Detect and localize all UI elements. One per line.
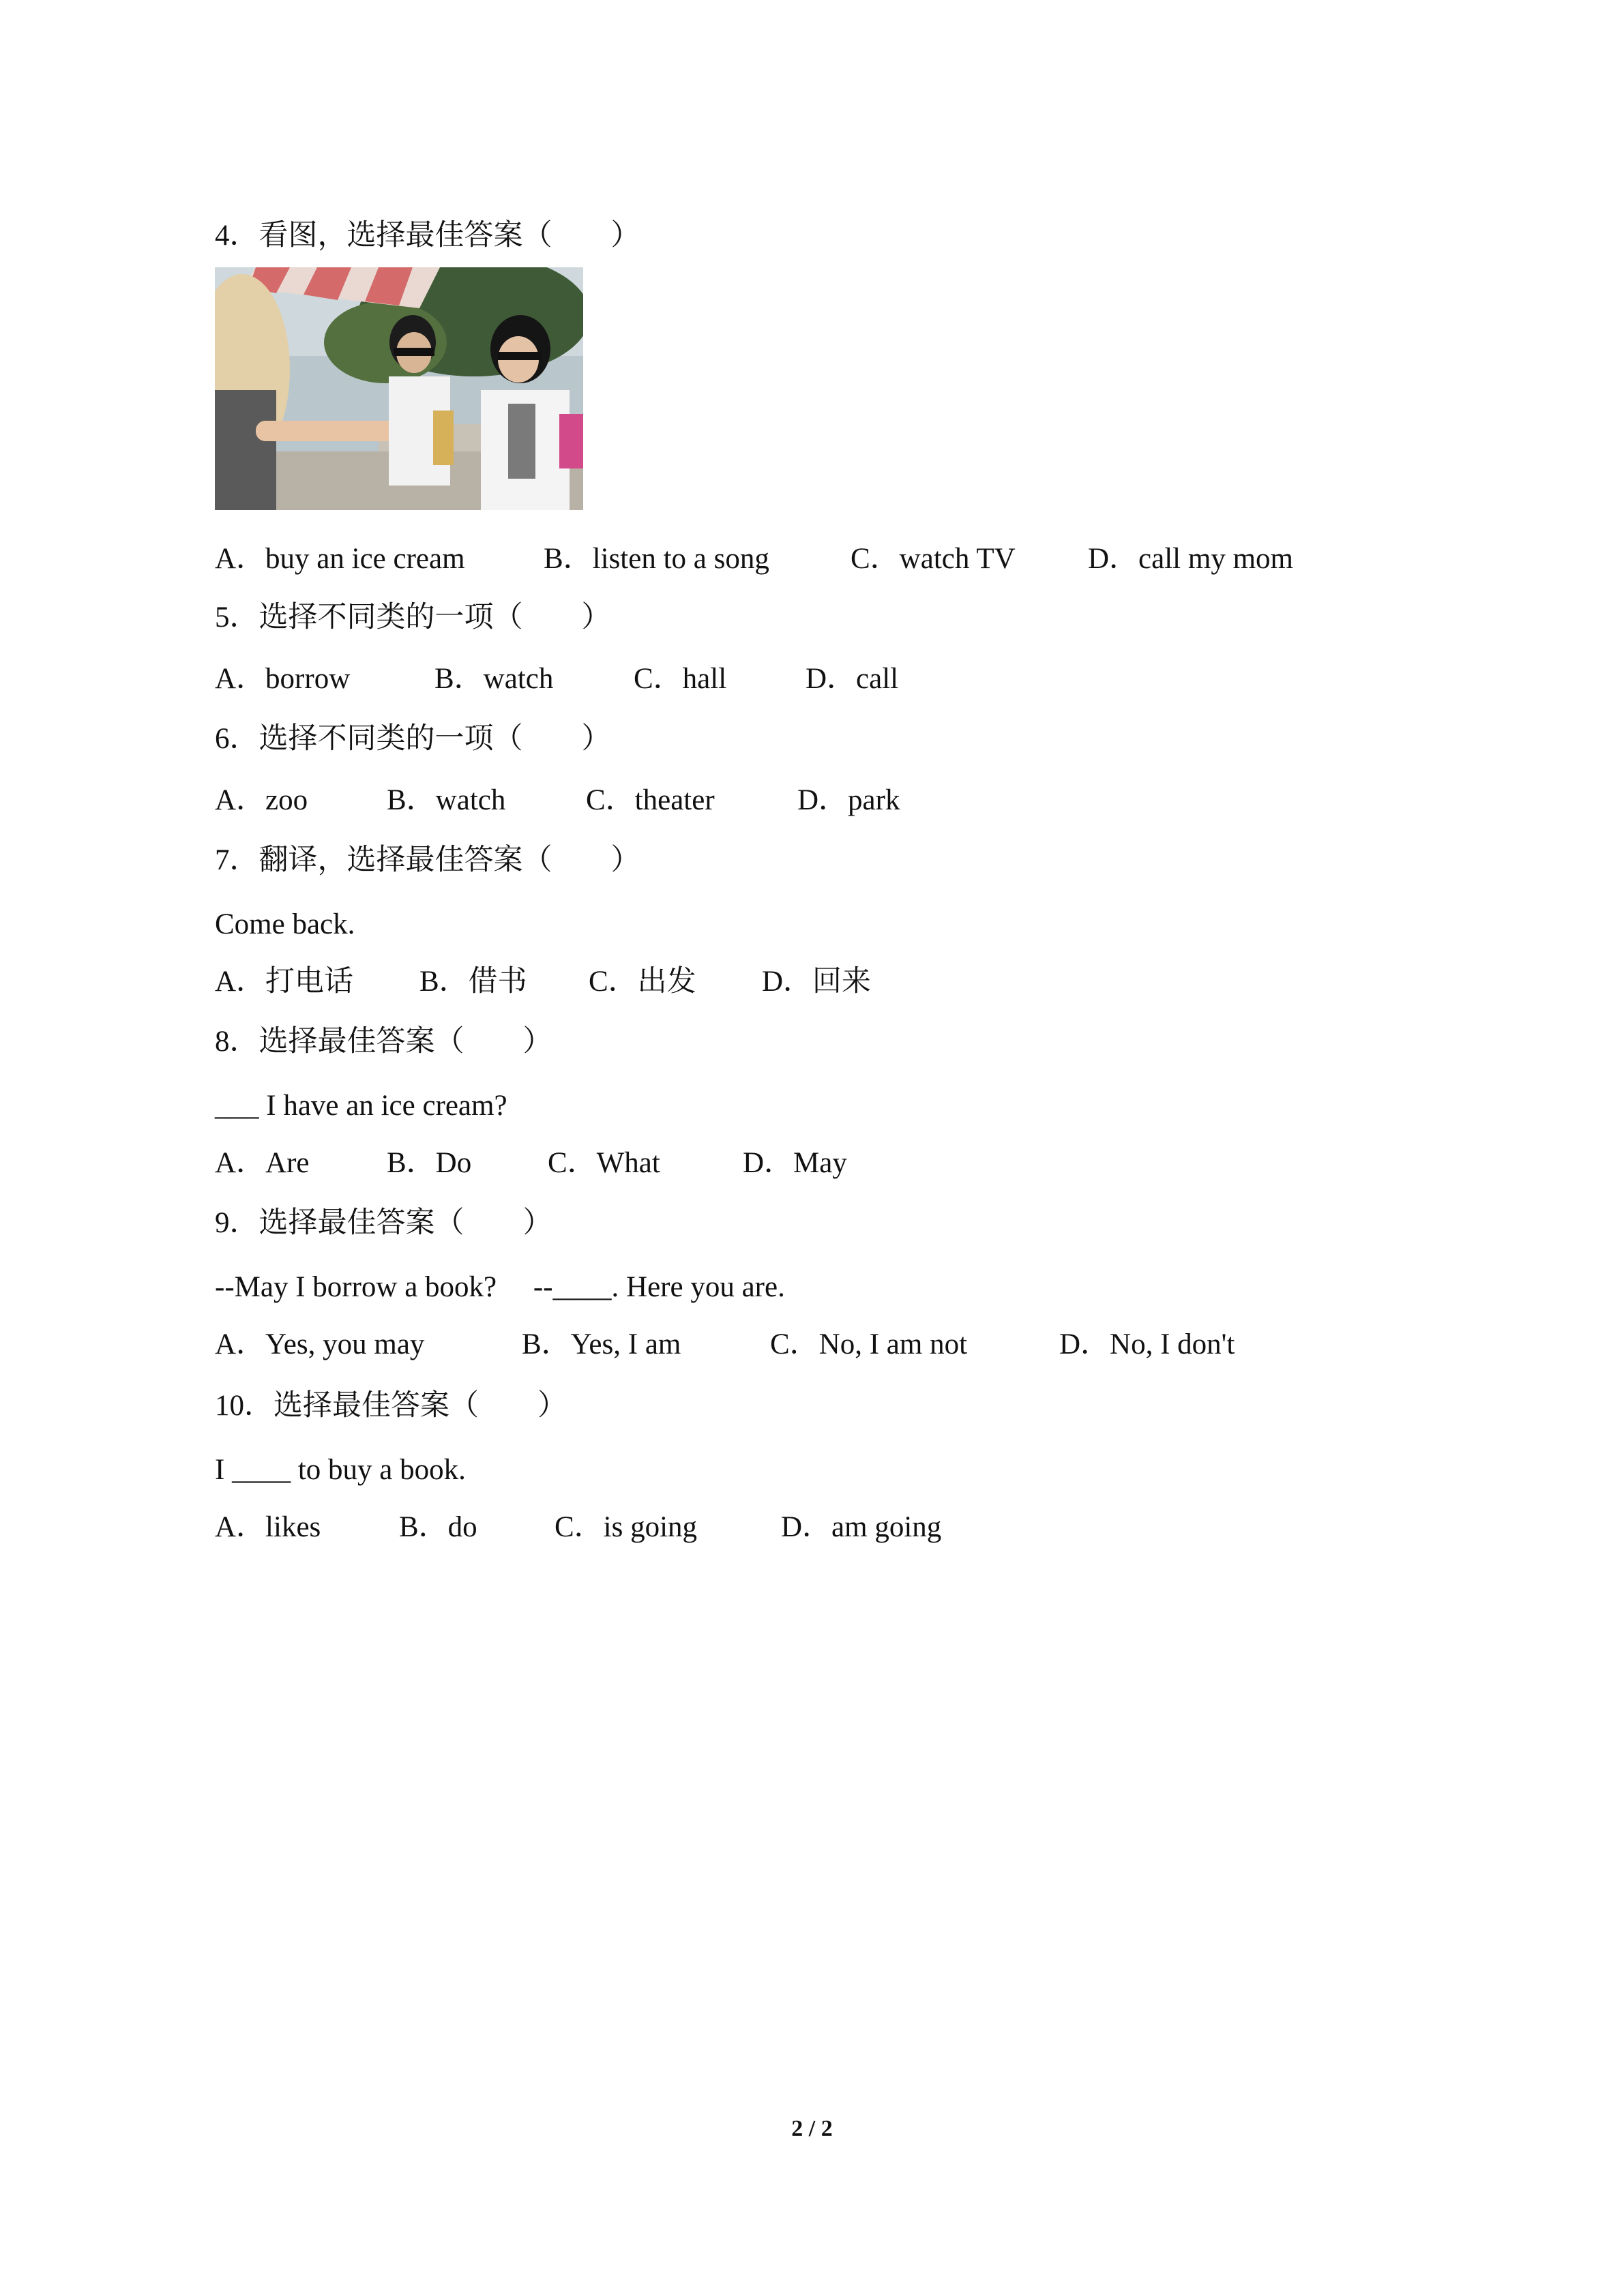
question-6-prompt: 6．选择不同类的一项（ ）	[215, 723, 611, 755]
option-d[interactable]: D．call my mom	[1088, 543, 1293, 575]
option-c[interactable]: C．hall	[634, 663, 727, 695]
question-4-prompt: 4．看图，选择最佳答案（ ）	[215, 220, 640, 252]
option-d[interactable]: D．回来	[762, 966, 872, 998]
option-d[interactable]: D．May	[743, 1147, 847, 1179]
option-a[interactable]: A．Are	[215, 1147, 310, 1179]
option-b[interactable]: B．Yes, I am	[522, 1328, 681, 1360]
question-7-stem: Come back.	[215, 908, 355, 940]
question-8-stem: ___ I have an ice cream?	[215, 1090, 507, 1122]
question-9-stem: --May I borrow a book? --____. Here you are.	[215, 1271, 785, 1303]
option-b[interactable]: B．watch	[387, 784, 506, 816]
question-4-photo	[215, 267, 583, 510]
option-d[interactable]: D．call	[806, 663, 899, 695]
option-a[interactable]: A．borrow	[215, 663, 351, 695]
option-d[interactable]: D．am going	[781, 1511, 942, 1543]
option-a[interactable]: A．zoo	[215, 784, 308, 816]
option-d[interactable]: D．park	[797, 784, 900, 816]
option-d[interactable]: D．No, I don't	[1059, 1328, 1235, 1360]
option-c[interactable]: C．theater	[586, 784, 715, 816]
question-8-prompt: 8．选择最佳答案（ ）	[215, 1026, 552, 1058]
option-b[interactable]: B．do	[399, 1511, 477, 1543]
page-number: 2 / 2	[791, 2116, 833, 2141]
option-a[interactable]: A．likes	[215, 1511, 321, 1543]
question-10-stem: I ____ to buy a book.	[215, 1454, 466, 1486]
option-c[interactable]: C．No, I am not	[770, 1328, 968, 1360]
question-7-prompt: 7．翻译，选择最佳答案（ ）	[215, 844, 640, 876]
option-b[interactable]: B．watch	[434, 663, 554, 695]
option-a[interactable]: A．buy an ice cream	[215, 543, 465, 575]
option-a[interactable]: A．打电话	[215, 966, 354, 998]
option-b[interactable]: B．listen to a song	[544, 543, 769, 575]
question-5-prompt: 5．选择不同类的一项（ ）	[215, 601, 611, 633]
option-b[interactable]: B．借书	[419, 966, 527, 998]
option-c[interactable]: C．What	[548, 1147, 660, 1179]
question-9-prompt: 9．选择最佳答案（ ）	[215, 1207, 552, 1239]
option-b[interactable]: B．Do	[387, 1147, 472, 1179]
question-10-prompt: 10．选择最佳答案（ ）	[215, 1390, 567, 1422]
option-c[interactable]: C．出发	[589, 966, 696, 998]
option-c[interactable]: C．is going	[555, 1511, 698, 1543]
option-a[interactable]: A．Yes, you may	[215, 1328, 425, 1360]
option-c[interactable]: C．watch TV	[851, 543, 1016, 575]
